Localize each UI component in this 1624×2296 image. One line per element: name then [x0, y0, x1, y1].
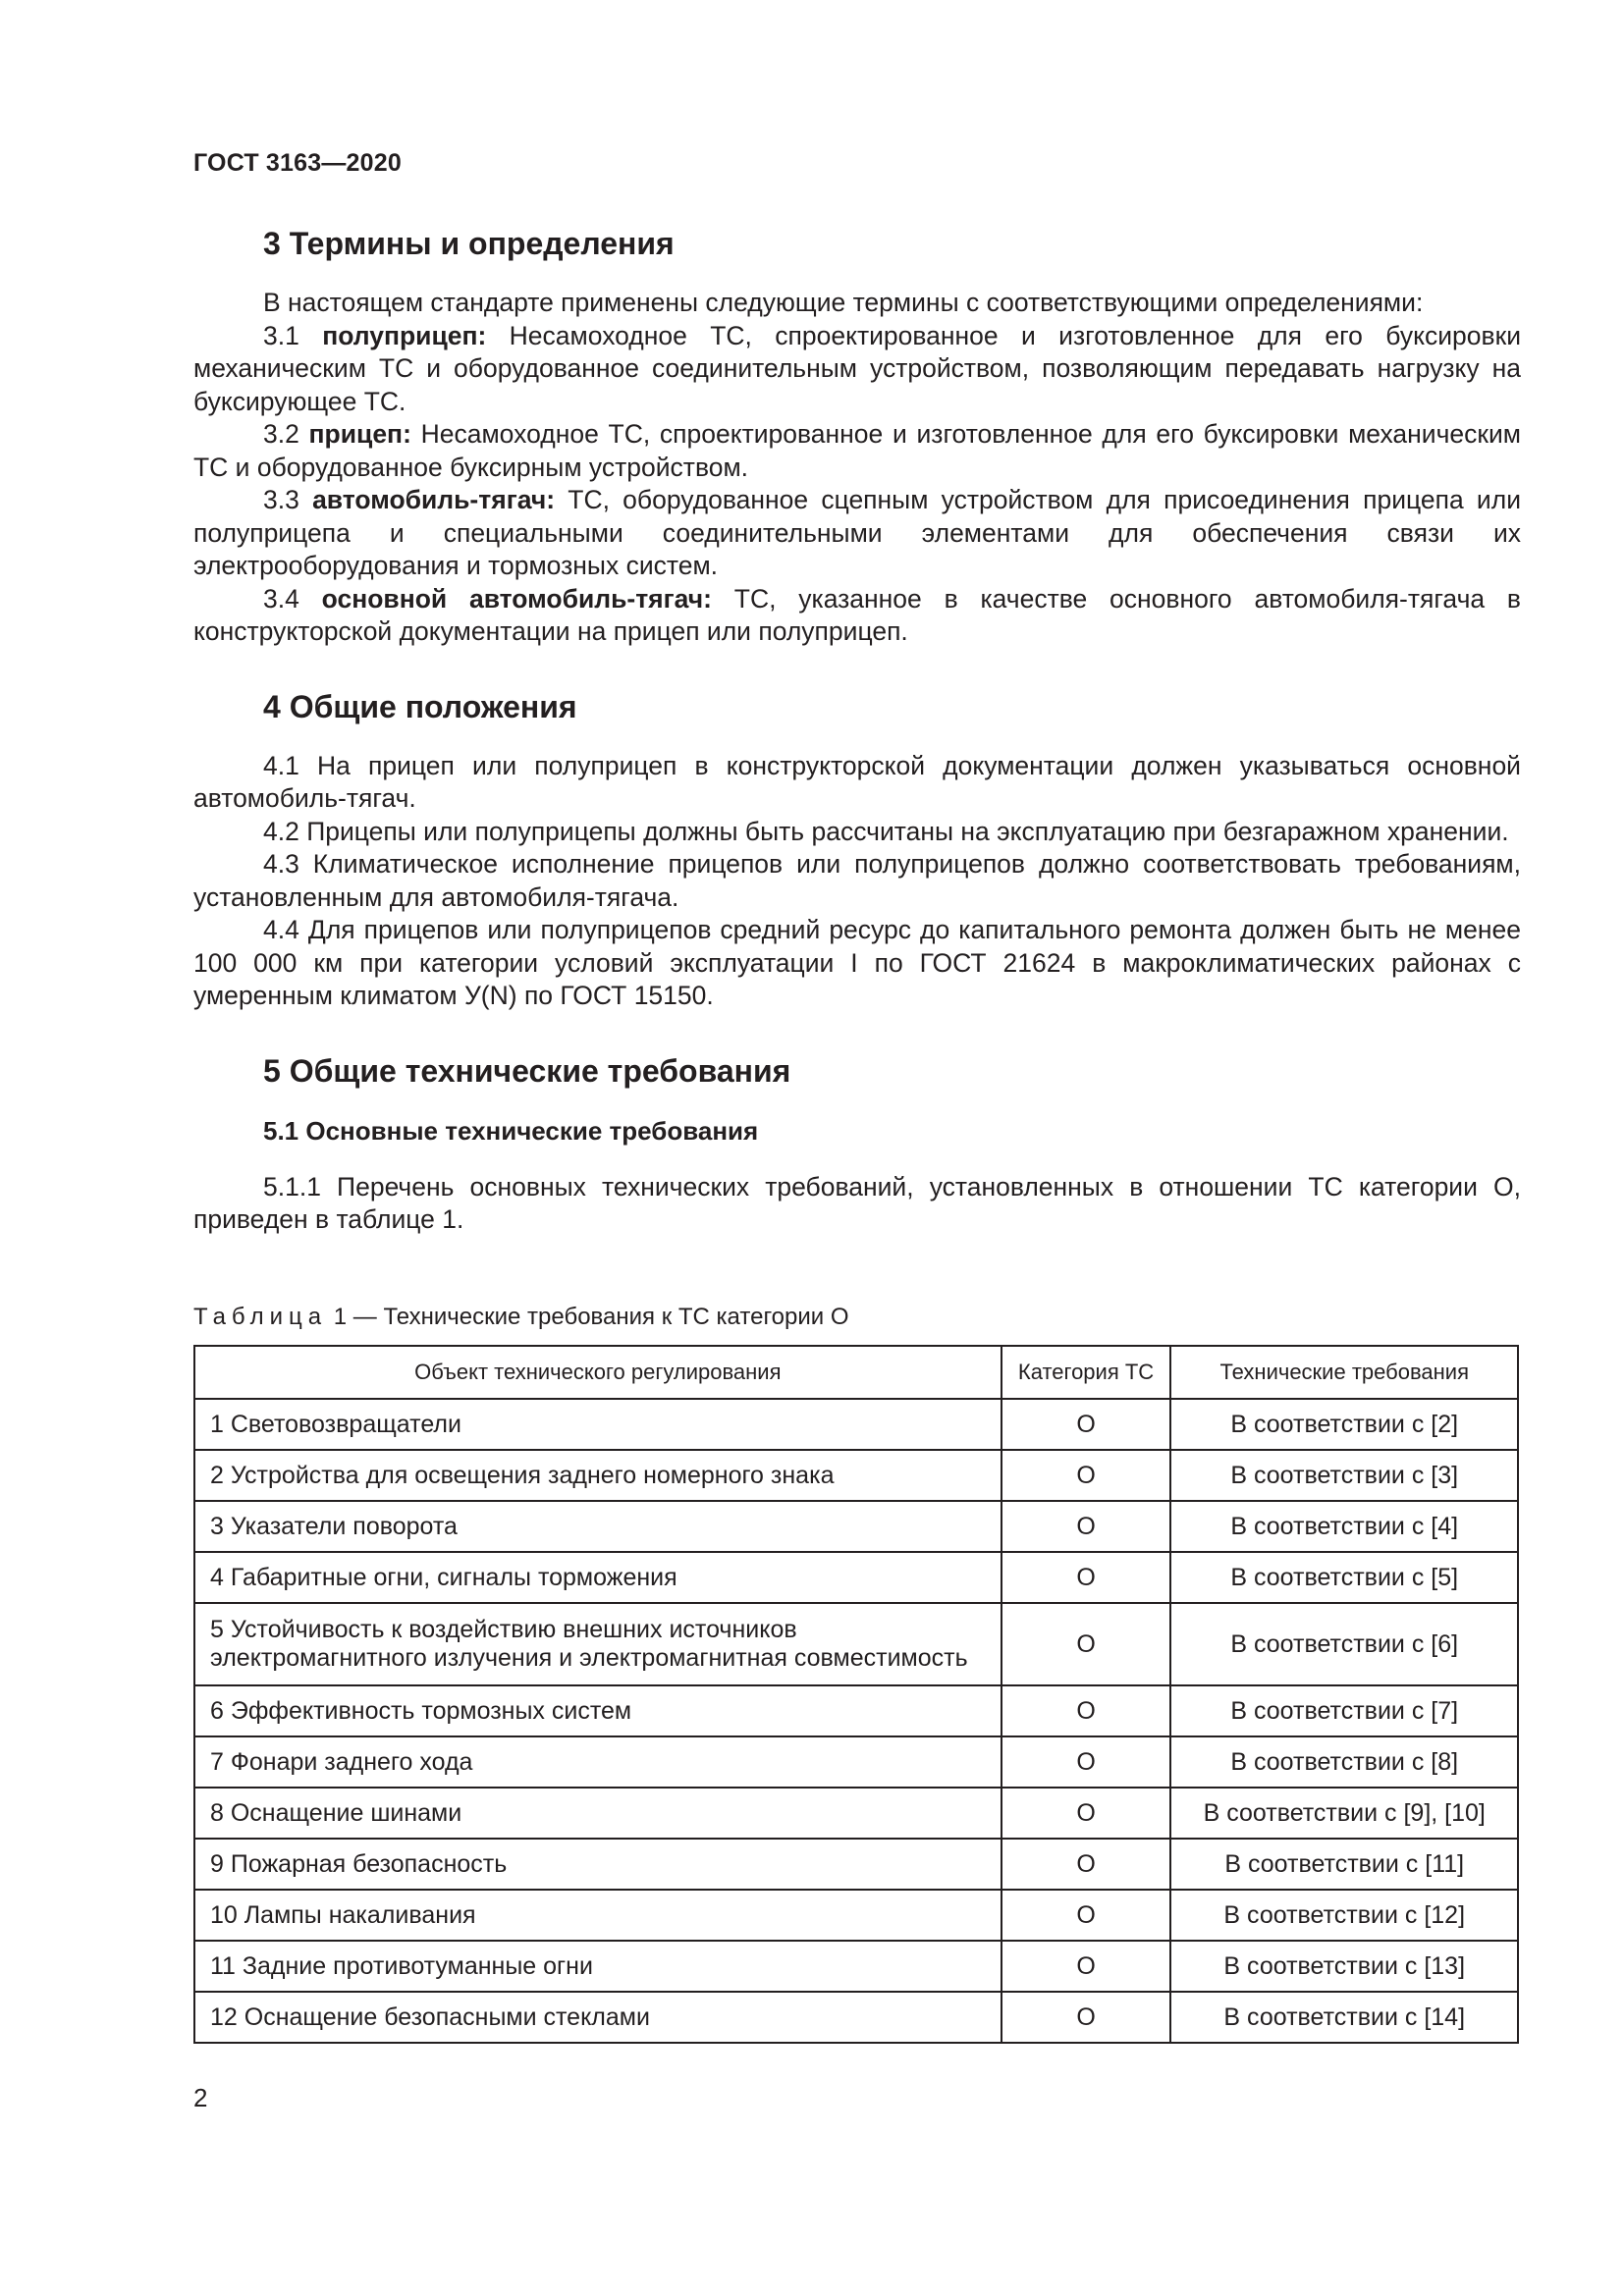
- table-caption-text: 1 — Технические требования к ТС категории О: [327, 1304, 849, 1330]
- table-row: [194, 1941, 1518, 1992]
- cell-category: О: [1001, 1501, 1171, 1552]
- cell-object: 6 Эффективность тормозных систем: [194, 1685, 1001, 1736]
- cell-category: О: [1001, 1839, 1171, 1890]
- cell-object: 4 Габаритные огни, сигналы торможения: [194, 1552, 1001, 1603]
- table-header-row: [194, 1346, 1518, 1399]
- table-row: [194, 1603, 1518, 1685]
- cell-object: 2 Устройства для освещения заднего номерного знака: [194, 1450, 1001, 1501]
- section-4-title: 4 Общие положения: [263, 688, 577, 724]
- table-row: [194, 1839, 1518, 1890]
- term-3-3: 3.3 автомобиль-тягач: ТС, оборудованное сцепным устройством для присоединения прицепа или полуприцепа и специальными соединительными элементами для обеспечения связи их электрооборудования и тормозных систем.: [193, 485, 1521, 580]
- table-row: [194, 1450, 1518, 1501]
- cell-category: О: [1001, 1941, 1171, 1992]
- cell-object: 8 Оснащение шинами: [194, 1788, 1001, 1839]
- column-header-object: Объект технического регулирования: [194, 1346, 1001, 1399]
- term-name: основной автомобиль-тягач:: [321, 583, 712, 614]
- cell-object: 12 Оснащение безопасными стеклами: [194, 1992, 1001, 2043]
- cell-requirement: В соответствии с [11]: [1170, 1839, 1518, 1890]
- cell-object: 5 Устойчивость к воздействию внешних источников электромагнитного излучения и электромагнитная совместимость: [194, 1603, 1001, 1685]
- section-5-title: 5 Общие технические требования: [263, 1052, 791, 1089]
- term-name: автомобиль-тягач:: [312, 485, 556, 514]
- cell-object: 1 Световозвращатели: [194, 1399, 1001, 1450]
- cell-category: О: [1001, 1603, 1171, 1685]
- cell-category: О: [1001, 1399, 1171, 1450]
- cell-requirement: В соответствии с [12]: [1170, 1890, 1518, 1941]
- cell-object: 3 Указатели поворота: [194, 1501, 1001, 1552]
- cell-category: О: [1001, 1450, 1171, 1501]
- cell-requirement: В соответствии с [14]: [1170, 1992, 1518, 2043]
- table-row: [194, 1890, 1518, 1941]
- table-caption: [193, 1303, 849, 1332]
- paragraph-4-2: 4.2 Прицепы или полуприцепы должны быть рассчитаны на эксплуатацию при безгаражном хранении.: [263, 816, 1509, 846]
- paragraph-4-3: 4.3 Климатическое исполнение прицепов или полуприцепов должно соответствовать требованиям, установленным для автомобиля-тягача.: [193, 849, 1521, 912]
- requirements-table: [193, 1345, 1519, 2044]
- page-number: 2: [193, 2083, 208, 2112]
- cell-requirement: В соответствии с [6]: [1170, 1603, 1518, 1685]
- table-caption-label: Таблица: [193, 1304, 328, 1330]
- table-row: [194, 1736, 1518, 1788]
- cell-category: О: [1001, 1788, 1171, 1839]
- document-code-header: ГОСТ 3163—2020: [193, 149, 402, 177]
- table-row: [194, 1501, 1518, 1552]
- cell-requirement: В соответствии с [13]: [1170, 1941, 1518, 1992]
- cell-category: О: [1001, 1992, 1171, 2043]
- column-header-category: Категория ТС: [1001, 1346, 1171, 1399]
- term-name: полуприцеп:: [322, 320, 487, 350]
- table-row: [194, 1992, 1518, 2043]
- paragraph-4-1: 4.1 На прицеп или полуприцеп в конструкторской документации должен указываться основной автомобиль-тягач.: [193, 750, 1521, 813]
- table-row: [194, 1685, 1518, 1736]
- main-content: [193, 224, 1521, 1237]
- table-row: [194, 1399, 1518, 1450]
- cell-object: 11 Задние противотуманные огни: [194, 1941, 1001, 1992]
- cell-object: 10 Лампы накаливания: [194, 1890, 1001, 1941]
- cell-requirement: В соответствии с [5]: [1170, 1552, 1518, 1603]
- cell-category: О: [1001, 1552, 1171, 1603]
- cell-requirement: В соответствии с [9], [10]: [1170, 1788, 1518, 1839]
- subsection-5-1-title: 5.1 Основные технические требования: [263, 1115, 759, 1146]
- term-3-4: 3.4 основной автомобиль-тягач: ТС, указанное в качестве основного автомобиля-тягача в конструкторской документации на прицеп или полуприцеп.: [193, 583, 1522, 646]
- cell-category: О: [1001, 1736, 1171, 1788]
- table-row: [194, 1788, 1518, 1839]
- cell-object: 7 Фонари заднего хода: [194, 1736, 1001, 1788]
- section-3-intro: В настоящем стандарте применены следующие термины с соответствующими определениями:: [263, 288, 1424, 317]
- term-name: прицеп:: [308, 419, 411, 449]
- section-3-title: 3 Термины и определения: [263, 226, 675, 261]
- cell-requirement: В соответствии с [7]: [1170, 1685, 1518, 1736]
- cell-category: О: [1001, 1890, 1171, 1941]
- cell-requirement: В соответствии с [4]: [1170, 1501, 1518, 1552]
- cell-requirement: В соответствии с [2]: [1170, 1399, 1518, 1450]
- cell-category: О: [1001, 1685, 1171, 1736]
- cell-requirement: В соответствии с [8]: [1170, 1736, 1518, 1788]
- table-row: [194, 1552, 1518, 1603]
- term-3-2: 3.2 прицеп: Несамоходное ТС, спроектированное и изготовленное для его буксировки механическим ТС и оборудованное буксирным устройством.: [193, 419, 1521, 482]
- paragraph-4-4: 4.4 Для прицепов или полуприцепов средний ресурс до капитального ремонта должен быть не менее 100 000 км при категории условий эксплуатации I по ГОСТ 21624 в макроклиматических районах с умеренным климатом У(N) по ГОСТ 15150.: [193, 915, 1521, 1010]
- column-header-requirements: Технические требования: [1170, 1346, 1518, 1399]
- paragraph-5-1-1: 5.1.1 Перечень основных технических требований, установленных в отношении ТС категории О, приведен в таблице 1.: [193, 1171, 1521, 1234]
- cell-requirement: В соответствии с [3]: [1170, 1450, 1518, 1501]
- term-3-1: 3.1 полуприцеп: Несамоходное ТС, спроектированное и изготовленное для его буксировки механическим ТС и оборудованное соединительным устройством, позволяющим передавать нагрузку на буксирующее ТС.: [193, 320, 1521, 416]
- cell-object: 9 Пожарная безопасность: [194, 1839, 1001, 1890]
